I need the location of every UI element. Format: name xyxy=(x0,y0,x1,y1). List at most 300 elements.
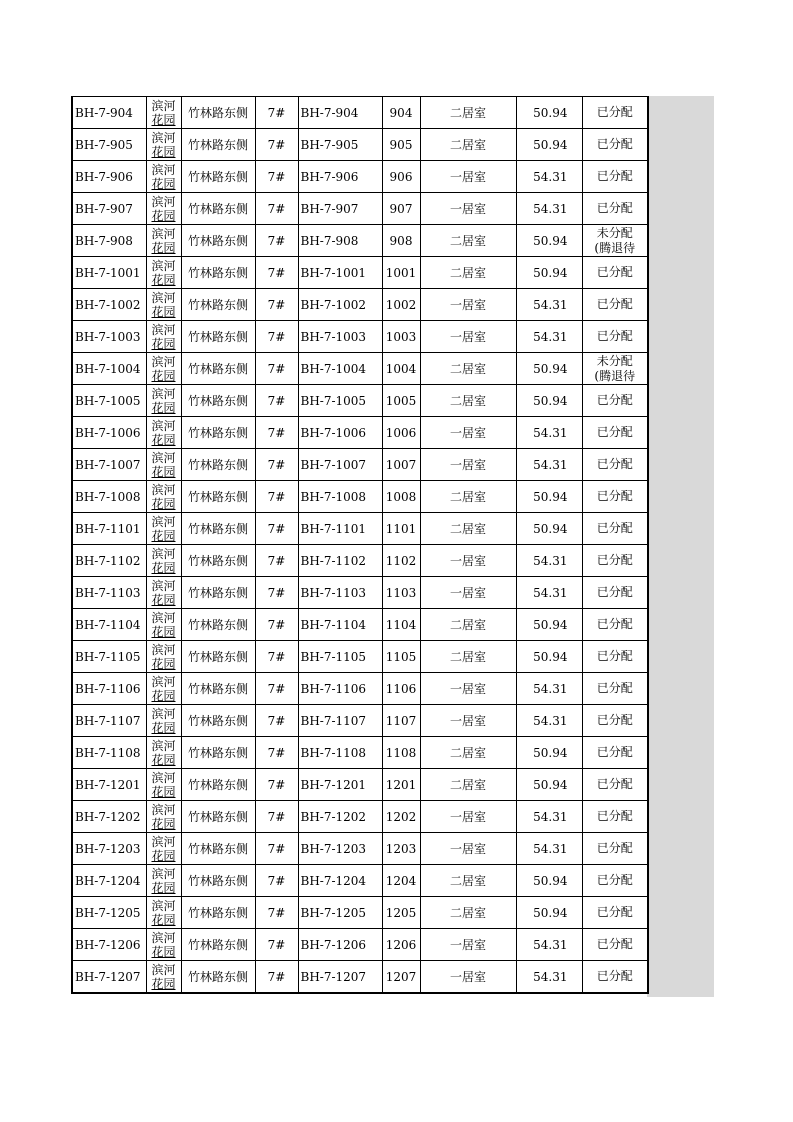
cell-unit-code: BH-7-1105 xyxy=(298,641,382,673)
cell-building: 7# xyxy=(255,513,298,545)
cell-status: 未分配 (腾退待 xyxy=(582,353,648,385)
table-row xyxy=(72,449,648,481)
cell-room: 1003 xyxy=(382,321,420,353)
estate-line-1: 滨河 xyxy=(151,834,176,849)
cell-location: 竹林路东侧 xyxy=(181,737,255,769)
cell-location: 竹林路东侧 xyxy=(181,705,255,737)
cell-unit-code: BH-7-1101 xyxy=(298,513,382,545)
cell-building: 7# xyxy=(255,961,298,994)
cell-building: 7# xyxy=(255,769,298,801)
cell-code: BH-7-1104 xyxy=(72,609,146,641)
cell-type: 二居室 xyxy=(420,385,516,417)
cell-building: 7# xyxy=(255,897,298,929)
cell-type: 二居室 xyxy=(420,737,516,769)
estate-line-2: 花园 xyxy=(151,496,176,511)
cell-area: 54.31 xyxy=(516,705,582,737)
cell-status: 已分配 xyxy=(582,897,648,929)
cell-room: 1105 xyxy=(382,641,420,673)
table-row xyxy=(72,929,648,961)
cell-building: 7# xyxy=(255,609,298,641)
estate-line-1: 滨河 xyxy=(151,290,176,305)
cell-room: 1204 xyxy=(382,865,420,897)
cell-area: 54.31 xyxy=(516,577,582,609)
cell-code: BH-7-1103 xyxy=(72,577,146,609)
cell-room: 1202 xyxy=(382,801,420,833)
cell-status: 已分配 xyxy=(582,385,648,417)
cell-area: 50.94 xyxy=(516,513,582,545)
cell-room: 1205 xyxy=(382,897,420,929)
estate-line-2: 花园 xyxy=(151,656,176,671)
cell-building: 7# xyxy=(255,353,298,385)
cell-room: 907 xyxy=(382,193,420,225)
cell-type: 一居室 xyxy=(420,545,516,577)
cell-code: BH-7-1206 xyxy=(72,929,146,961)
cell-code: BH-7-1102 xyxy=(72,545,146,577)
cell-room: 1001 xyxy=(382,257,420,289)
cell-status: 已分配 xyxy=(582,769,648,801)
estate-line-2: 花园 xyxy=(151,816,176,831)
cell-type: 一居室 xyxy=(420,833,516,865)
cell-type: 一居室 xyxy=(420,193,516,225)
cell-unit-code: BH-7-1204 xyxy=(298,865,382,897)
cell-building: 7# xyxy=(255,833,298,865)
gray-margin-band xyxy=(647,96,714,997)
cell-estate xyxy=(146,609,181,641)
estate-line-1: 滨河 xyxy=(151,738,176,753)
estate-line-1: 滨河 xyxy=(151,642,176,657)
estate-line-2: 花园 xyxy=(151,848,176,863)
cell-estate xyxy=(146,833,181,865)
cell-area: 54.31 xyxy=(516,673,582,705)
cell-type: 二居室 xyxy=(420,641,516,673)
cell-type: 二居室 xyxy=(420,129,516,161)
cell-building: 7# xyxy=(255,673,298,705)
cell-code: BH-7-1204 xyxy=(72,865,146,897)
cell-room: 1004 xyxy=(382,353,420,385)
cell-location: 竹林路东侧 xyxy=(181,225,255,257)
cell-estate xyxy=(146,161,181,193)
cell-unit-code: BH-7-1106 xyxy=(298,673,382,705)
table-row xyxy=(72,961,648,994)
cell-area: 50.94 xyxy=(516,897,582,929)
cell-code: BH-7-1003 xyxy=(72,321,146,353)
cell-location: 竹林路东侧 xyxy=(181,257,255,289)
cell-estate xyxy=(146,641,181,673)
cell-estate xyxy=(146,513,181,545)
cell-unit-code: BH-7-1201 xyxy=(298,769,382,801)
cell-building: 7# xyxy=(255,97,298,129)
cell-unit-code: BH-7-1107 xyxy=(298,705,382,737)
cell-status: 已分配 xyxy=(582,673,648,705)
cell-unit-code: BH-7-1202 xyxy=(298,801,382,833)
estate-line-1: 滨河 xyxy=(151,866,176,881)
estate-line-2: 花园 xyxy=(151,304,176,319)
cell-area: 50.94 xyxy=(516,385,582,417)
cell-building: 7# xyxy=(255,385,298,417)
cell-room: 1107 xyxy=(382,705,420,737)
cell-estate xyxy=(146,577,181,609)
estate-line-1: 滨河 xyxy=(151,322,176,337)
cell-room: 1008 xyxy=(382,481,420,513)
cell-code: BH-7-1001 xyxy=(72,257,146,289)
cell-status: 已分配 xyxy=(582,545,648,577)
cell-type: 一居室 xyxy=(420,801,516,833)
cell-type: 一居室 xyxy=(420,961,516,994)
cell-estate xyxy=(146,705,181,737)
cell-location: 竹林路东侧 xyxy=(181,513,255,545)
cell-location: 竹林路东侧 xyxy=(181,417,255,449)
estate-line-2: 花园 xyxy=(151,944,176,959)
cell-code: BH-7-1107 xyxy=(72,705,146,737)
cell-code: BH-7-1207 xyxy=(72,961,146,994)
estate-line-1: 滨河 xyxy=(151,450,176,465)
table-row xyxy=(72,353,648,385)
estate-line-2: 花园 xyxy=(151,336,176,351)
cell-area: 54.31 xyxy=(516,833,582,865)
cell-unit-code: BH-7-1007 xyxy=(298,449,382,481)
estate-line-2: 花园 xyxy=(151,272,176,287)
table-row xyxy=(72,257,648,289)
cell-status: 已分配 xyxy=(582,705,648,737)
cell-unit-code: BH-7-1203 xyxy=(298,833,382,865)
cell-location: 竹林路东侧 xyxy=(181,353,255,385)
cell-area: 50.94 xyxy=(516,257,582,289)
estate-line-1: 滨河 xyxy=(151,514,176,529)
cell-status: 已分配 xyxy=(582,289,648,321)
cell-status: 已分配 xyxy=(582,481,648,513)
cell-room: 1104 xyxy=(382,609,420,641)
table-row xyxy=(72,833,648,865)
estate-line-2: 花园 xyxy=(151,624,176,639)
cell-estate xyxy=(146,417,181,449)
table-row xyxy=(72,417,648,449)
cell-code: BH-7-1108 xyxy=(72,737,146,769)
cell-estate xyxy=(146,193,181,225)
cell-building: 7# xyxy=(255,161,298,193)
estate-line-1: 滨河 xyxy=(151,802,176,817)
cell-room: 1201 xyxy=(382,769,420,801)
cell-building: 7# xyxy=(255,193,298,225)
cell-code: BH-7-1205 xyxy=(72,897,146,929)
cell-type: 二居室 xyxy=(420,865,516,897)
cell-unit-code: BH-7-907 xyxy=(298,193,382,225)
cell-room: 1106 xyxy=(382,673,420,705)
cell-room: 1206 xyxy=(382,929,420,961)
cell-location: 竹林路东侧 xyxy=(181,321,255,353)
cell-code: BH-7-1004 xyxy=(72,353,146,385)
cell-building: 7# xyxy=(255,705,298,737)
cell-code: BH-7-1002 xyxy=(72,289,146,321)
cell-location: 竹林路东侧 xyxy=(181,449,255,481)
cell-code: BH-7-1203 xyxy=(72,833,146,865)
table-row xyxy=(72,225,648,257)
cell-status: 已分配 xyxy=(582,321,648,353)
cell-room: 1007 xyxy=(382,449,420,481)
cell-location: 竹林路东侧 xyxy=(181,193,255,225)
estate-line-1: 滨河 xyxy=(151,226,176,241)
cell-area: 50.94 xyxy=(516,769,582,801)
estate-line-1: 滨河 xyxy=(151,194,176,209)
cell-location: 竹林路东侧 xyxy=(181,577,255,609)
cell-code: BH-7-905 xyxy=(72,129,146,161)
cell-room: 1108 xyxy=(382,737,420,769)
cell-type: 二居室 xyxy=(420,609,516,641)
cell-code: BH-7-1007 xyxy=(72,449,146,481)
cell-estate xyxy=(146,321,181,353)
estate-line-1: 滨河 xyxy=(151,962,176,977)
cell-status: 已分配 xyxy=(582,737,648,769)
cell-code: BH-7-1005 xyxy=(72,385,146,417)
cell-type: 一居室 xyxy=(420,705,516,737)
cell-estate xyxy=(146,257,181,289)
cell-area: 50.94 xyxy=(516,609,582,641)
table-body xyxy=(72,97,648,994)
cell-area: 54.31 xyxy=(516,801,582,833)
cell-estate xyxy=(146,353,181,385)
cell-location: 竹林路东侧 xyxy=(181,801,255,833)
cell-building: 7# xyxy=(255,481,298,513)
cell-location: 竹林路东侧 xyxy=(181,929,255,961)
cell-code: BH-7-1006 xyxy=(72,417,146,449)
cell-room: 1005 xyxy=(382,385,420,417)
estate-line-1: 滨河 xyxy=(151,706,176,721)
cell-room: 1002 xyxy=(382,289,420,321)
cell-status: 已分配 xyxy=(582,257,648,289)
cell-estate xyxy=(146,385,181,417)
cell-unit-code: BH-7-1206 xyxy=(298,929,382,961)
cell-unit-code: BH-7-1005 xyxy=(298,385,382,417)
cell-status: 已分配 xyxy=(582,97,648,129)
cell-building: 7# xyxy=(255,929,298,961)
table-row xyxy=(72,641,648,673)
cell-room: 1101 xyxy=(382,513,420,545)
estate-line-2: 花园 xyxy=(151,560,176,575)
cell-building: 7# xyxy=(255,545,298,577)
cell-location: 竹林路东侧 xyxy=(181,865,255,897)
cell-unit-code: BH-7-1008 xyxy=(298,481,382,513)
cell-area: 54.31 xyxy=(516,289,582,321)
estate-line-2: 花园 xyxy=(151,432,176,447)
cell-type: 一居室 xyxy=(420,161,516,193)
cell-building: 7# xyxy=(255,641,298,673)
cell-code: BH-7-906 xyxy=(72,161,146,193)
table-row xyxy=(72,705,648,737)
table-row xyxy=(72,513,648,545)
estate-line-2: 花园 xyxy=(151,528,176,543)
table-row xyxy=(72,577,648,609)
table-row xyxy=(72,673,648,705)
cell-room: 905 xyxy=(382,129,420,161)
cell-code: BH-7-1105 xyxy=(72,641,146,673)
cell-area: 50.94 xyxy=(516,97,582,129)
cell-location: 竹林路东侧 xyxy=(181,545,255,577)
table-row xyxy=(72,801,648,833)
cell-building: 7# xyxy=(255,577,298,609)
estate-line-2: 花园 xyxy=(151,112,176,127)
cell-code: BH-7-1101 xyxy=(72,513,146,545)
cell-location: 竹林路东侧 xyxy=(181,673,255,705)
cell-type: 二居室 xyxy=(420,897,516,929)
cell-area: 54.31 xyxy=(516,417,582,449)
cell-estate xyxy=(146,897,181,929)
cell-type: 一居室 xyxy=(420,289,516,321)
cell-unit-code: BH-7-1103 xyxy=(298,577,382,609)
cell-unit-code: BH-7-1003 xyxy=(298,321,382,353)
estate-line-1: 滨河 xyxy=(151,418,176,433)
cell-area: 50.94 xyxy=(516,481,582,513)
cell-type: 二居室 xyxy=(420,513,516,545)
cell-estate xyxy=(146,289,181,321)
cell-status: 已分配 xyxy=(582,161,648,193)
cell-building: 7# xyxy=(255,801,298,833)
cell-status: 已分配 xyxy=(582,449,648,481)
cell-room: 1207 xyxy=(382,961,420,994)
cell-building: 7# xyxy=(255,257,298,289)
estate-line-1: 滨河 xyxy=(151,354,176,369)
estate-line-1: 滨河 xyxy=(151,482,176,497)
cell-area: 50.94 xyxy=(516,865,582,897)
cell-estate xyxy=(146,449,181,481)
cell-room: 906 xyxy=(382,161,420,193)
cell-area: 54.31 xyxy=(516,321,582,353)
estate-line-1: 滨河 xyxy=(151,98,176,113)
cell-type: 二居室 xyxy=(420,97,516,129)
cell-building: 7# xyxy=(255,289,298,321)
table-row xyxy=(72,129,648,161)
estate-line-2: 花园 xyxy=(151,592,176,607)
table-row xyxy=(72,545,648,577)
cell-location: 竹林路东侧 xyxy=(181,769,255,801)
table-row xyxy=(72,161,648,193)
cell-code: BH-7-1201 xyxy=(72,769,146,801)
cell-unit-code: BH-7-905 xyxy=(298,129,382,161)
cell-estate xyxy=(146,929,181,961)
cell-unit-code: BH-7-1205 xyxy=(298,897,382,929)
cell-status: 已分配 xyxy=(582,641,648,673)
table-row xyxy=(72,97,648,129)
cell-status: 已分配 xyxy=(582,961,648,994)
cell-building: 7# xyxy=(255,129,298,161)
cell-code: BH-7-904 xyxy=(72,97,146,129)
cell-estate xyxy=(146,961,181,994)
cell-location: 竹林路东侧 xyxy=(181,961,255,994)
cell-unit-code: BH-7-1102 xyxy=(298,545,382,577)
cell-type: 一居室 xyxy=(420,929,516,961)
cell-status: 已分配 xyxy=(582,193,648,225)
estate-line-2: 花园 xyxy=(151,912,176,927)
cell-code: BH-7-908 xyxy=(72,225,146,257)
estate-line-2: 花园 xyxy=(151,720,176,735)
estate-line-2: 花园 xyxy=(151,688,176,703)
cell-code: BH-7-1008 xyxy=(72,481,146,513)
estate-line-2: 花园 xyxy=(151,368,176,383)
cell-area: 50.94 xyxy=(516,129,582,161)
estate-line-1: 滨河 xyxy=(151,386,176,401)
estate-line-2: 花园 xyxy=(151,464,176,479)
cell-area: 54.31 xyxy=(516,193,582,225)
cell-status: 未分配 (腾退待 xyxy=(582,225,648,257)
cell-type: 二居室 xyxy=(420,481,516,513)
table-row xyxy=(72,289,648,321)
cell-building: 7# xyxy=(255,737,298,769)
estate-line-1: 滨河 xyxy=(151,578,176,593)
cell-status: 已分配 xyxy=(582,129,648,161)
cell-location: 竹林路东侧 xyxy=(181,641,255,673)
cell-room: 908 xyxy=(382,225,420,257)
estate-line-2: 花园 xyxy=(151,752,176,767)
cell-unit-code: BH-7-1002 xyxy=(298,289,382,321)
cell-code: BH-7-1106 xyxy=(72,673,146,705)
cell-status: 已分配 xyxy=(582,513,648,545)
estate-line-2: 花园 xyxy=(151,880,176,895)
housing-allocation-table xyxy=(71,96,649,994)
cell-type: 二居室 xyxy=(420,257,516,289)
cell-type: 一居室 xyxy=(420,577,516,609)
cell-location: 竹林路东侧 xyxy=(181,129,255,161)
cell-status: 已分配 xyxy=(582,801,648,833)
cell-area: 54.31 xyxy=(516,545,582,577)
cell-unit-code: BH-7-908 xyxy=(298,225,382,257)
cell-estate xyxy=(146,481,181,513)
estate-line-1: 滨河 xyxy=(151,162,176,177)
cell-type: 一居室 xyxy=(420,449,516,481)
cell-status: 已分配 xyxy=(582,929,648,961)
cell-type: 二居室 xyxy=(420,769,516,801)
estate-line-1: 滨河 xyxy=(151,898,176,913)
cell-type: 二居室 xyxy=(420,225,516,257)
table-row xyxy=(72,321,648,353)
estate-line-1: 滨河 xyxy=(151,610,176,625)
cell-unit-code: BH-7-1004 xyxy=(298,353,382,385)
table-row xyxy=(72,481,648,513)
cell-estate xyxy=(146,865,181,897)
cell-estate xyxy=(146,225,181,257)
cell-area: 50.94 xyxy=(516,641,582,673)
cell-area: 54.31 xyxy=(516,161,582,193)
estate-line-2: 花园 xyxy=(151,976,176,991)
cell-location: 竹林路东侧 xyxy=(181,897,255,929)
cell-estate xyxy=(146,737,181,769)
cell-room: 1203 xyxy=(382,833,420,865)
cell-area: 50.94 xyxy=(516,737,582,769)
cell-estate xyxy=(146,801,181,833)
estate-line-2: 花园 xyxy=(151,784,176,799)
cell-type: 一居室 xyxy=(420,321,516,353)
cell-type: 一居室 xyxy=(420,673,516,705)
cell-status: 已分配 xyxy=(582,417,648,449)
estate-line-1: 滨河 xyxy=(151,930,176,945)
estate-line-2: 花园 xyxy=(151,176,176,191)
cell-status: 已分配 xyxy=(582,833,648,865)
cell-unit-code: BH-7-1108 xyxy=(298,737,382,769)
estate-line-1: 滨河 xyxy=(151,674,176,689)
cell-room: 904 xyxy=(382,97,420,129)
table-row xyxy=(72,193,648,225)
cell-area: 54.31 xyxy=(516,929,582,961)
cell-room: 1006 xyxy=(382,417,420,449)
estate-line-2: 花园 xyxy=(151,208,176,223)
estate-line-1: 滨河 xyxy=(151,770,176,785)
cell-code: BH-7-907 xyxy=(72,193,146,225)
table-row xyxy=(72,769,648,801)
cell-estate xyxy=(146,129,181,161)
cell-estate xyxy=(146,673,181,705)
estate-line-2: 花园 xyxy=(151,144,176,159)
cell-area: 54.31 xyxy=(516,449,582,481)
table-row xyxy=(72,897,648,929)
cell-unit-code: BH-7-1001 xyxy=(298,257,382,289)
table-row xyxy=(72,609,648,641)
